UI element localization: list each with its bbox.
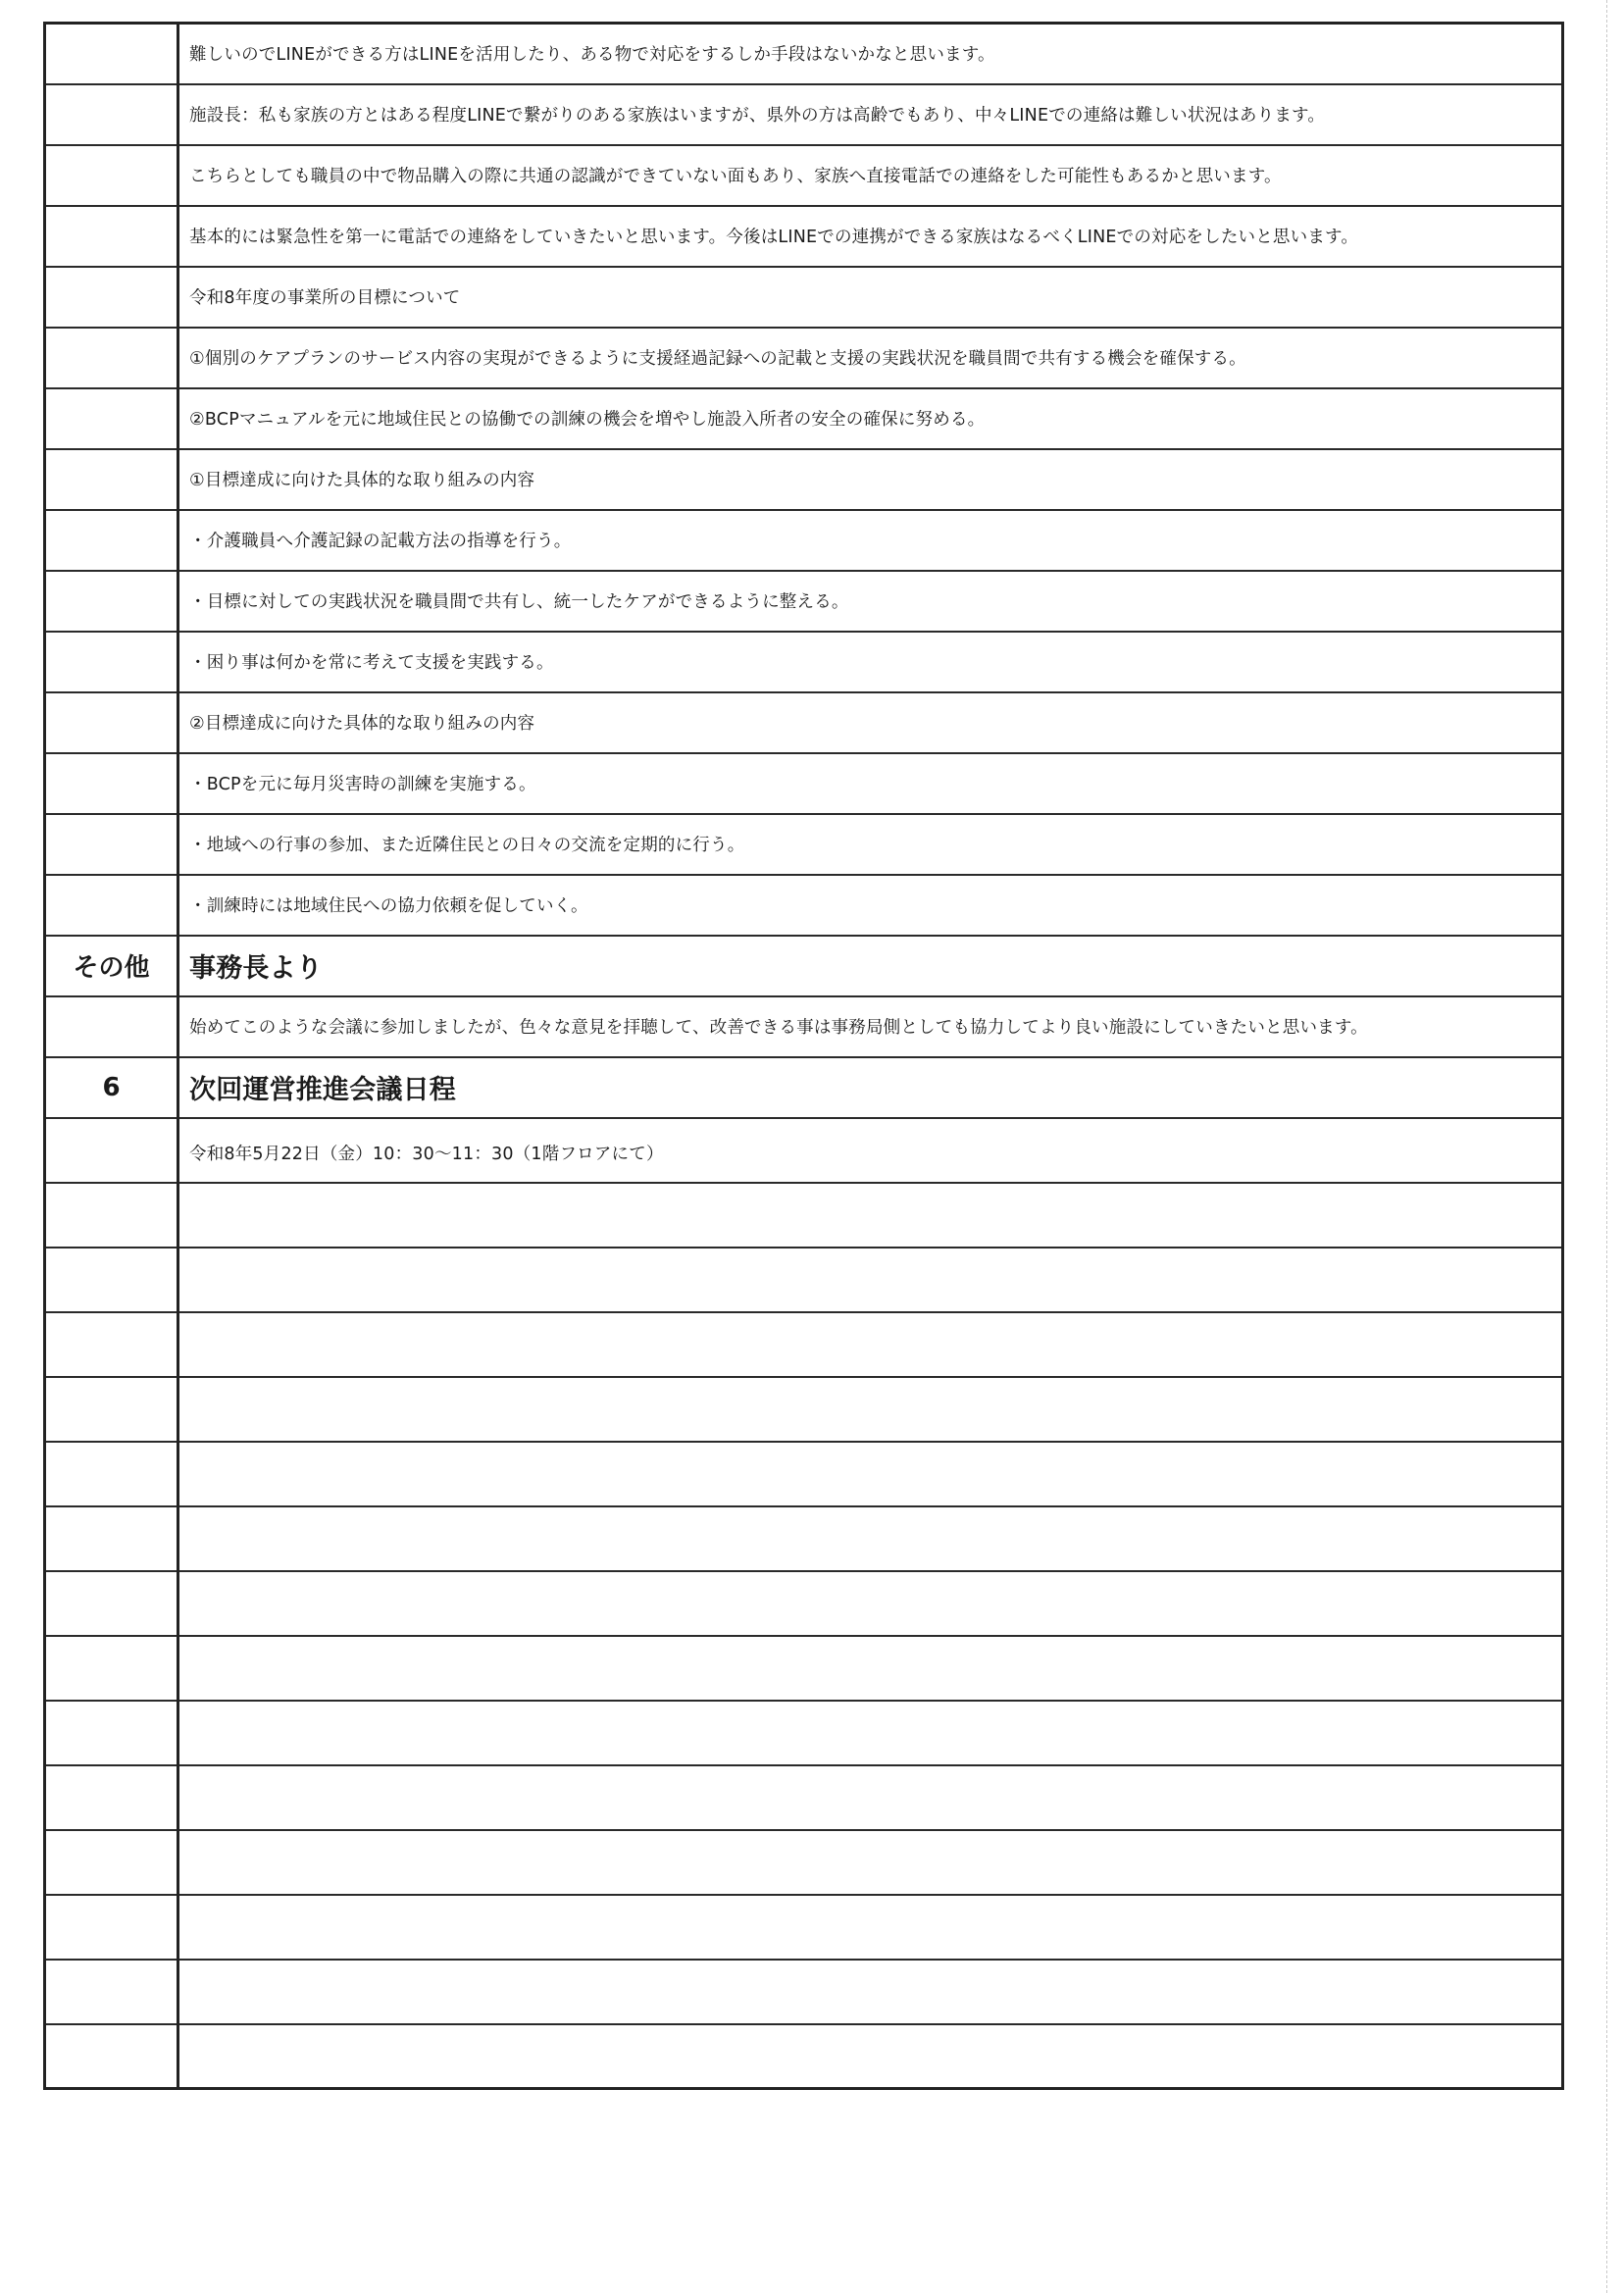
row-label: [45, 24, 178, 84]
row-text: 基本的には緊急性を第一に電話での連絡をしていきたいと思います。今後はLINEでの連携ができる家族はなるべくLINEでの対応をしたいと思います。: [178, 206, 1563, 267]
row-label: [45, 449, 178, 510]
row-text: ・困り事は何かを常に考えて支援を実践する。: [178, 632, 1563, 692]
row-label: [45, 753, 178, 814]
row-label: [45, 84, 178, 145]
other-section-heading: 事務長より: [178, 936, 1563, 996]
table-row: [45, 388, 1563, 449]
blank-row: [45, 2024, 1563, 2089]
row-label: [45, 875, 178, 936]
blank-row: [45, 1960, 1563, 2024]
table-row: [45, 510, 1563, 571]
row-label: [45, 510, 178, 571]
row-text: ・目標に対しての実践状況を職員間で共有し、統一したケアができるように整える。: [178, 571, 1563, 632]
blank-row: [45, 1636, 1563, 1701]
meeting-minutes-table: [43, 22, 1564, 2090]
blank-row: [45, 1442, 1563, 1506]
table-row: [45, 449, 1563, 510]
blank-row: [45, 1506, 1563, 1571]
other-section-label: その他: [45, 936, 178, 996]
row-text: 施設長：私も家族の方とはある程度LINEで繋がりのある家族はいますが、県外の方は高齢でもあり、中々LINEでの連絡は難しい状況はあります。: [178, 84, 1563, 145]
blank-row: [45, 1765, 1563, 1830]
row-label: [45, 814, 178, 875]
row-label: [45, 206, 178, 267]
table-row: [45, 145, 1563, 206]
row-text: ①個別のケアプランのサービス内容の実現ができるように支援経過記録への記載と支援の実践状況を職員間で共有する機会を確保する。: [178, 328, 1563, 388]
blank-row: [45, 1571, 1563, 1636]
row-text: 難しいのでLINEができる方はLINEを活用したり、ある物で対応をするしか手段はないかなと思います。: [178, 24, 1563, 84]
row-text: ・介護職員へ介護記録の記載方法の指導を行う。: [178, 510, 1563, 571]
other-section-text: 始めてこのような会議に参加しましたが、色々な意見を拝聴して、改善できる事は事務局側としても協力してより良い施設にしていきたいと思います。: [178, 996, 1563, 1057]
other-section-heading-row: [45, 936, 1563, 996]
row-label: [45, 692, 178, 753]
table-row: [45, 206, 1563, 267]
row-label: [45, 328, 178, 388]
row-text: ・訓練時には地域住民への協力依頼を促していく。: [178, 875, 1563, 936]
row-text: ・BCPを元に毎月災害時の訓練を実施する。: [178, 753, 1563, 814]
blank-row: [45, 1701, 1563, 1765]
row-label: [45, 996, 178, 1057]
blank-row: [45, 1312, 1563, 1377]
next-meeting-heading-row: [45, 1057, 1563, 1118]
scan-edge-line: [1606, 0, 1607, 2293]
table-row: [45, 996, 1563, 1057]
table-row: [45, 84, 1563, 145]
section-number: 6: [45, 1057, 178, 1118]
row-label: [45, 267, 178, 328]
table-row: [45, 875, 1563, 936]
table-row: [45, 1118, 1563, 1183]
row-label: [45, 571, 178, 632]
table-row: [45, 24, 1563, 84]
table-row: [45, 753, 1563, 814]
next-meeting-schedule: 令和8年5月22日（金）10：30～11：30（1階フロアにて）: [178, 1118, 1563, 1183]
row-text: ②目標達成に向けた具体的な取り組みの内容: [178, 692, 1563, 753]
row-label: [45, 632, 178, 692]
row-text: こちらとしても職員の中で物品購入の際に共通の認識ができていない面もあり、家族へ直接電話での連絡をした可能性もあるかと思います。: [178, 145, 1563, 206]
next-meeting-heading: 次回運営推進会議日程: [178, 1057, 1563, 1118]
blank-row: [45, 1377, 1563, 1442]
table-row: [45, 571, 1563, 632]
table-row: [45, 814, 1563, 875]
row-label: [45, 145, 178, 206]
blank-row: [45, 1830, 1563, 1895]
blank-row: [45, 1183, 1563, 1248]
row-text: ①目標達成に向けた具体的な取り組みの内容: [178, 449, 1563, 510]
row-text: 令和8年度の事業所の目標について: [178, 267, 1563, 328]
table-row: [45, 692, 1563, 753]
table-row: [45, 328, 1563, 388]
table-row: [45, 267, 1563, 328]
blank-row: [45, 1248, 1563, 1312]
blank-row: [45, 1895, 1563, 1960]
row-label: [45, 388, 178, 449]
row-label: [45, 1118, 178, 1183]
row-text: ②BCPマニュアルを元に地域住民との協働での訓練の機会を増やし施設入所者の安全の確保に努める。: [178, 388, 1563, 449]
table-row: [45, 632, 1563, 692]
row-text: ・地域への行事の参加、また近隣住民との日々の交流を定期的に行う。: [178, 814, 1563, 875]
